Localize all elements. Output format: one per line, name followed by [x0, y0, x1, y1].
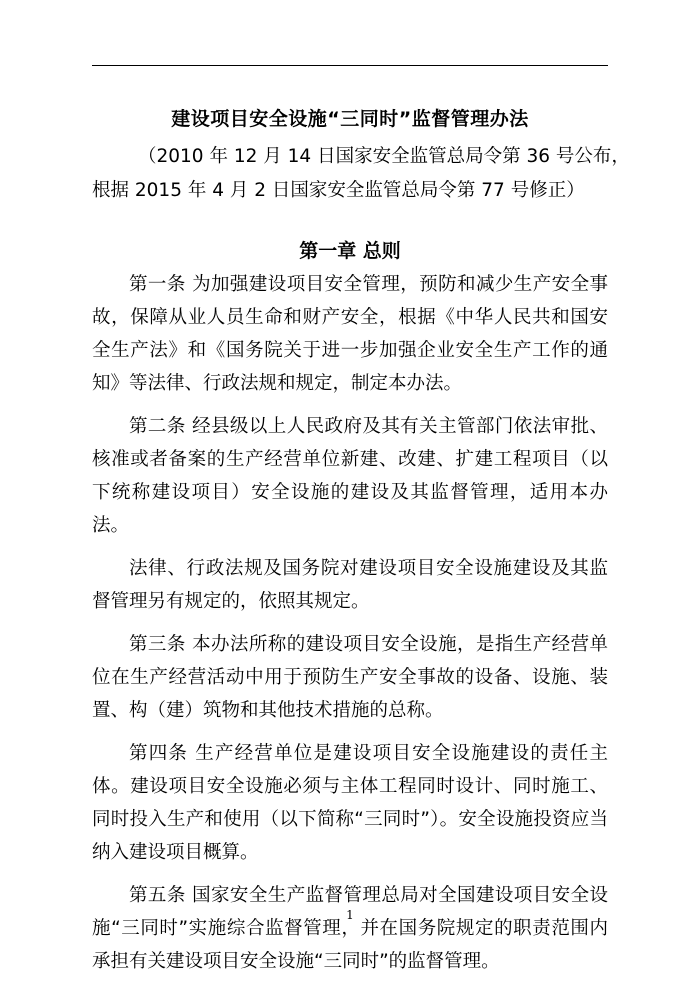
article-1-paragraph: 第一条 为加强建设项目安全管理，预防和减少生产安全事故，保障从业人员生命和财产安全，根据《中华人民共和国安全生产法》和《国务院关于进一步加强企业安全生产工作的通知》等法律、行政法规和规定，制定本办法。 [92, 274, 608, 394]
article-3-paragraph: 第三条 本办法所称的建设项目安全设施，是指生产经营单位在生产经营活动中用于预防生产安全事故的设备、设施、装置、构（建）筑物和其他技术措施的总称。 [92, 634, 608, 721]
article-4-paragraph: 第四条 生产经营单位是建设项目安全设施建设的责任主体。建设项目安全设施必须与主体工程同时设计、同时施工、同时投入生产和使用（以下简称“三同时”）。安全设施投资应当纳入建设项目概算。 [92, 743, 608, 863]
header-rule [92, 65, 608, 66]
page-number: 1 [346, 908, 354, 922]
article-2-supplement-paragraph: 法律、行政法规及国务院对建设项目安全设施建设及其监督管理另有规定的，依照其规定。 [92, 558, 608, 612]
subtitle-line-2: 根据 2015 年 4 月 2 日国家安全监管总局令第 77 号修正） [92, 180, 585, 201]
document-subtitle [92, 140, 630, 208]
subtitle-line-1: （2010 年 12 月 14 日国家安全监管总局令第 36 号公布， [138, 146, 630, 167]
document-body [92, 268, 608, 988]
document-title: 建设项目安全设施“三同时”监督管理办法 [171, 108, 529, 130]
chapter-heading: 第一章 总则 [299, 240, 401, 262]
article-5-paragraph: 第五条 国家安全生产监督管理总局对全国建设项目安全设施“三同时”实施综合监督管理，并在国务院规定的职责范围内承担有关建设项目安全设施“三同时”的监督管理。 [92, 885, 608, 972]
article-2-paragraph: 第二条 经县级以上人民政府及其有关主管部门依法审批、核准或者备案的生产经营单位新建、改建、扩建工程项目（以下统称建设项目）安全设施的建设及其监督管理，适用本办法。 [92, 416, 608, 536]
